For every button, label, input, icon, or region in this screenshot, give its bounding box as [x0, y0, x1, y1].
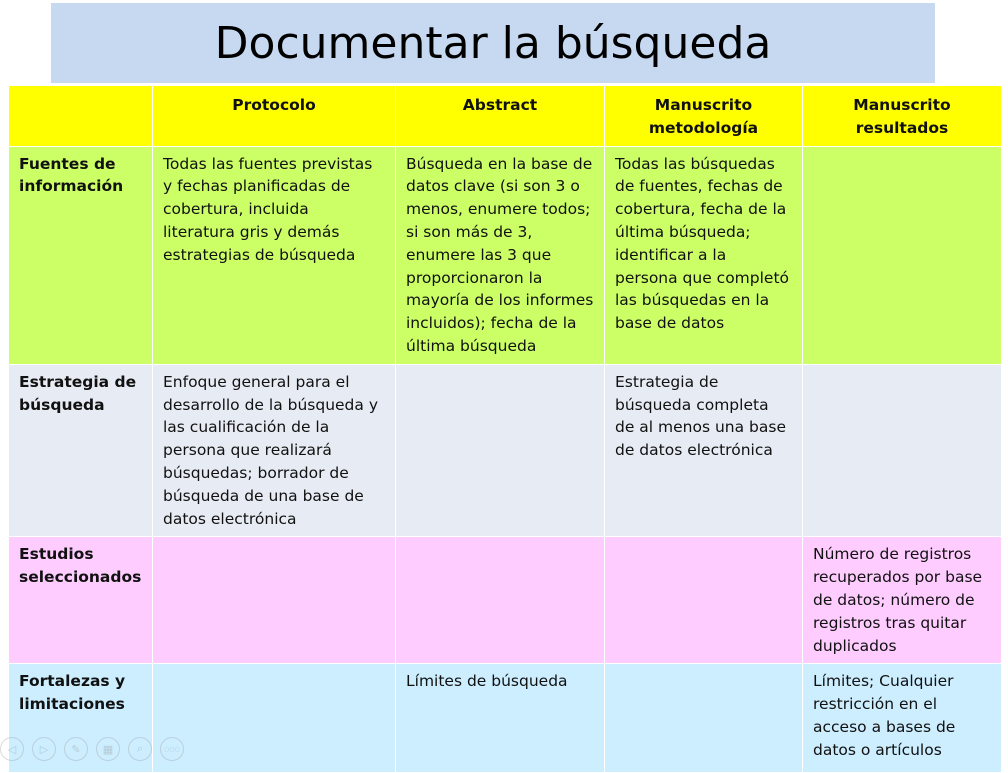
row-label-fortalezas: Fortalezas y limitaciones — [9, 664, 153, 773]
title-banner — [51, 3, 935, 83]
table-cell — [803, 364, 1002, 537]
table-cell: Todas las fuentes previstas y fechas planificadas de cobertura, incluida literatura gris y demás estrategias de búsqueda — [153, 146, 396, 364]
zoom-icon[interactable]: ⌕ — [128, 737, 152, 761]
table-cell: Límites; Cualquier restricción en el acceso a bases de datos o artículos — [803, 664, 1002, 773]
table-cell — [153, 537, 396, 664]
table-cell — [605, 664, 803, 773]
more-icon[interactable]: ○○○ — [160, 737, 184, 761]
table-cell — [396, 364, 605, 537]
table-cell: Búsqueda en la base de datos clave (si son 3 o menos, enumere todos; si son más de 3, enumere las 3 que proporcionaron la mayoría de los informes incluidos); fecha de la última búsqueda — [396, 146, 605, 364]
header-manuscrito-metodologia: Manuscrito metodología — [605, 86, 803, 147]
table-row — [9, 364, 1002, 537]
header-abstract: Abstract — [396, 86, 605, 147]
next-icon[interactable]: ▷ — [32, 737, 56, 761]
row-label-fuentes: Fuentes de información — [9, 146, 153, 364]
row-label-estudios: Estudios seleccionados — [9, 537, 153, 664]
table-header-row — [9, 86, 1002, 147]
table-cell — [396, 537, 605, 664]
header-corner-cell — [9, 86, 153, 147]
slides-icon[interactable]: ▦ — [96, 737, 120, 761]
header-manuscrito-resultados: Manuscrito resultados — [803, 86, 1002, 147]
table-cell: Estrategia de búsqueda completa de al menos una base de datos electrónica — [605, 364, 803, 537]
prev-icon[interactable]: ◁ — [0, 737, 24, 761]
table-row — [9, 146, 1002, 364]
table-cell — [153, 664, 396, 773]
table-cell: Enfoque general para el desarrollo de la búsqueda y las cualificación de la persona que realizará búsquedas; borrador de búsqueda de una base de datos electrónica — [153, 364, 396, 537]
search-documentation-table — [8, 85, 1002, 773]
row-label-estrategia: Estrategia de búsqueda — [9, 364, 153, 537]
header-protocolo: Protocolo — [153, 86, 396, 147]
slide-title: Documentar la búsqueda — [214, 17, 772, 69]
slide-controls — [0, 735, 184, 763]
table-cell: Número de registros recuperados por base de datos; número de registros tras quitar duplicados — [803, 537, 1002, 664]
table-row — [9, 537, 1002, 664]
table-cell — [803, 146, 1002, 364]
table-cell: Límites de búsqueda — [396, 664, 605, 773]
table-cell — [605, 537, 803, 664]
pen-icon[interactable]: ✎ — [64, 737, 88, 761]
table-cell: Todas las búsquedas de fuentes, fechas de cobertura, fecha de la última búsqueda; identificar a la persona que completó las búsquedas en la base de datos — [605, 146, 803, 364]
